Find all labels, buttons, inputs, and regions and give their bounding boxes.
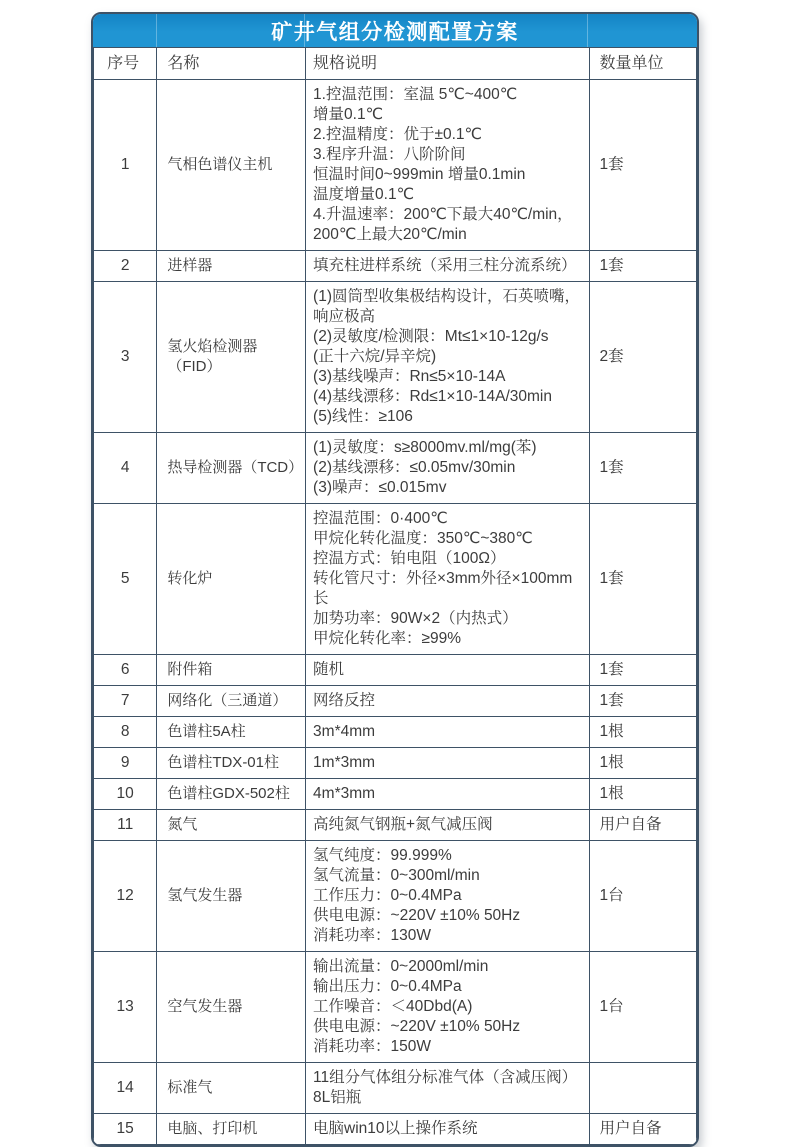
item-quantity (590, 1063, 697, 1114)
spec-line: 供电电源：~220V ±10% 50Hz (313, 907, 521, 924)
spec-line: 氢气流量：0~300ml/min (313, 867, 480, 884)
spec-line: 甲烷化转化温度：350℃~380℃ (313, 530, 533, 547)
row-number: 13 (94, 952, 157, 1063)
item-spec (306, 748, 590, 779)
spec-line: (4)基线漂移：Rd≤1×10-14A/30min (313, 388, 552, 405)
spec-table (93, 47, 697, 1145)
item-spec (306, 80, 590, 251)
column-header-1: 名称 (157, 48, 306, 80)
spec-line: 甲烷化转化率：≥99% (313, 630, 462, 647)
item-spec (306, 504, 590, 655)
spec-line: (3)噪声：≤0.015mv (313, 479, 447, 496)
spec-line: 工作噪音：＜40Dbd(A) (313, 998, 473, 1015)
spec-line: 消耗功率：130W (313, 927, 432, 944)
item-spec (306, 433, 590, 504)
row-number: 9 (94, 748, 157, 779)
spec-line: 响应极高 (313, 308, 376, 325)
spec-line: 高纯氮气钢瓶+氮气减压阀 (313, 816, 493, 833)
spec-line: 1m*3mm (313, 754, 376, 771)
column-header-3: 数量单位 (590, 48, 697, 80)
row-number: 7 (94, 686, 157, 717)
row-number: 1 (94, 80, 157, 251)
item-quantity: 1根 (590, 717, 697, 748)
item-name: 电脑、打印机 (157, 1114, 306, 1145)
spec-line: 3.程序升温：八阶阶间 (313, 146, 466, 163)
item-spec (306, 717, 590, 748)
spec-line: 8L铝瓶 (313, 1089, 362, 1106)
item-name: 附件箱 (157, 655, 306, 686)
item-quantity: 1台 (590, 952, 697, 1063)
row-number: 8 (94, 717, 157, 748)
table-row (94, 717, 697, 748)
item-name: 氮气 (157, 810, 306, 841)
row-number: 4 (94, 433, 157, 504)
row-number: 6 (94, 655, 157, 686)
spec-line: 工作压力：0~0.4MPa (313, 887, 462, 904)
item-name: 转化炉 (157, 504, 306, 655)
item-spec (306, 251, 590, 282)
spec-line: 恒温时间0~999min 增量0.1min (313, 166, 526, 183)
row-number: 5 (94, 504, 157, 655)
spec-line: 4.升温速率：200℃下最大40℃/min， (313, 206, 573, 223)
spec-line: 氢气纯度：99.999% (313, 847, 452, 864)
column-header-0: 序号 (94, 48, 157, 80)
table-row (94, 748, 697, 779)
item-spec (306, 779, 590, 810)
spec-line: 电脑win10以上操作系统 (313, 1120, 478, 1137)
table-row (94, 433, 697, 504)
table-body (94, 80, 697, 1145)
item-name: 气相色谱仪主机 (157, 80, 306, 251)
spec-line: (正十六烷/异辛烷) (313, 348, 437, 365)
spec-line: 2.控温精度：优于±0.1℃ (313, 126, 482, 143)
item-quantity: 1套 (590, 686, 697, 717)
item-quantity: 1套 (590, 433, 697, 504)
spec-line: 4m*3mm (313, 785, 376, 802)
item-quantity: 1套 (590, 251, 697, 282)
item-quantity: 1套 (590, 504, 697, 655)
table-row (94, 504, 697, 655)
item-name: 氢气发生器 (157, 841, 306, 952)
item-spec (306, 1063, 590, 1114)
item-spec (306, 952, 590, 1063)
spec-line: (2)灵敏度/检测限：Mt≤1×10-12g/s (313, 328, 549, 345)
item-name: 热导检测器（TCD） (157, 433, 306, 504)
row-number: 15 (94, 1114, 157, 1145)
spec-line: 填充柱进样系统（采用三柱分流系统） (313, 257, 577, 274)
title-column-separator (587, 14, 588, 47)
item-quantity: 1套 (590, 655, 697, 686)
spec-line: (1)灵敏度：s≥8000mv.ml/mg(苯) (313, 439, 537, 456)
spec-line: 消耗功率：150W (313, 1038, 432, 1055)
spec-line: 随机 (313, 661, 345, 678)
item-quantity: 1台 (590, 841, 697, 952)
spec-line: 11组分气体组分标准气体（含减压阀） (313, 1069, 578, 1086)
title-column-separator (304, 14, 305, 47)
item-spec (306, 282, 590, 433)
item-quantity: 2套 (590, 282, 697, 433)
header-row (94, 48, 697, 80)
item-name: 标准气 (157, 1063, 306, 1114)
table-row (94, 810, 697, 841)
table-row (94, 779, 697, 810)
table-row (94, 282, 697, 433)
spec-line: 加势功率：90W×2（内热式） (313, 610, 518, 627)
row-number: 11 (94, 810, 157, 841)
table-row (94, 251, 697, 282)
item-name: 色谱柱5A柱 (157, 717, 306, 748)
item-spec (306, 810, 590, 841)
item-spec (306, 655, 590, 686)
spec-line: 1.控温范围：室温 5℃~400℃ (313, 86, 518, 103)
spec-line: 控温方式：铂电阻（100Ω） (313, 550, 506, 567)
table-row (94, 1063, 697, 1114)
item-quantity: 1根 (590, 779, 697, 810)
spec-line: 200℃上最大20℃/min (313, 226, 467, 243)
item-name: 色谱柱GDX-502柱 (157, 779, 306, 810)
item-spec (306, 686, 590, 717)
spec-line: 控温范围：0·400℃ (313, 510, 448, 527)
item-name: 空气发生器 (157, 952, 306, 1063)
item-name: 进样器 (157, 251, 306, 282)
row-number: 12 (94, 841, 157, 952)
spec-line: 网络反控 (313, 692, 376, 709)
spec-line: (3)基线噪声：Rn≤5×10-14A (313, 368, 506, 385)
table-row (94, 686, 697, 717)
spec-line: 转化管尺寸：外径×3mm外径×100mm长 (313, 570, 573, 607)
spec-line: 温度增量0.1℃ (313, 186, 415, 203)
spec-line: (2)基线漂移：≤0.05mv/30min (313, 459, 516, 476)
column-header-2: 规格说明 (306, 48, 590, 80)
table-row (94, 655, 697, 686)
item-quantity: 用户自备 (590, 1114, 697, 1145)
table-row (94, 841, 697, 952)
item-quantity: 用户自备 (590, 810, 697, 841)
spec-line: 供电电源：~220V ±10% 50Hz (313, 1018, 521, 1035)
item-quantity: 1根 (590, 748, 697, 779)
item-name: 网络化（三通道） (157, 686, 306, 717)
spec-line: 输出压力：0~0.4MPa (313, 978, 462, 995)
spec-line: (5)线性：≥106 (313, 408, 413, 425)
item-name: 氢火焰检测器（FID） (157, 282, 306, 433)
table-row (94, 80, 697, 251)
row-number: 2 (94, 251, 157, 282)
item-quantity: 1套 (590, 80, 697, 251)
spec-sheet (91, 12, 699, 1147)
row-number: 14 (94, 1063, 157, 1114)
page-title: 矿井气组分检测配置方案 (271, 20, 519, 44)
spec-line: 输出流量：0~2000ml/min (313, 958, 489, 975)
title-bar (93, 14, 697, 47)
row-number: 3 (94, 282, 157, 433)
item-spec (306, 841, 590, 952)
title-column-separator (156, 14, 157, 47)
spec-line: 增量0.1℃ (313, 106, 384, 123)
spec-line: (1)圆筒型收集极结构设计，石英喷嘴， (313, 288, 580, 305)
item-name: 色谱柱TDX-01柱 (157, 748, 306, 779)
spec-line: 3m*4mm (313, 723, 376, 740)
table-row (94, 952, 697, 1063)
row-number: 10 (94, 779, 157, 810)
